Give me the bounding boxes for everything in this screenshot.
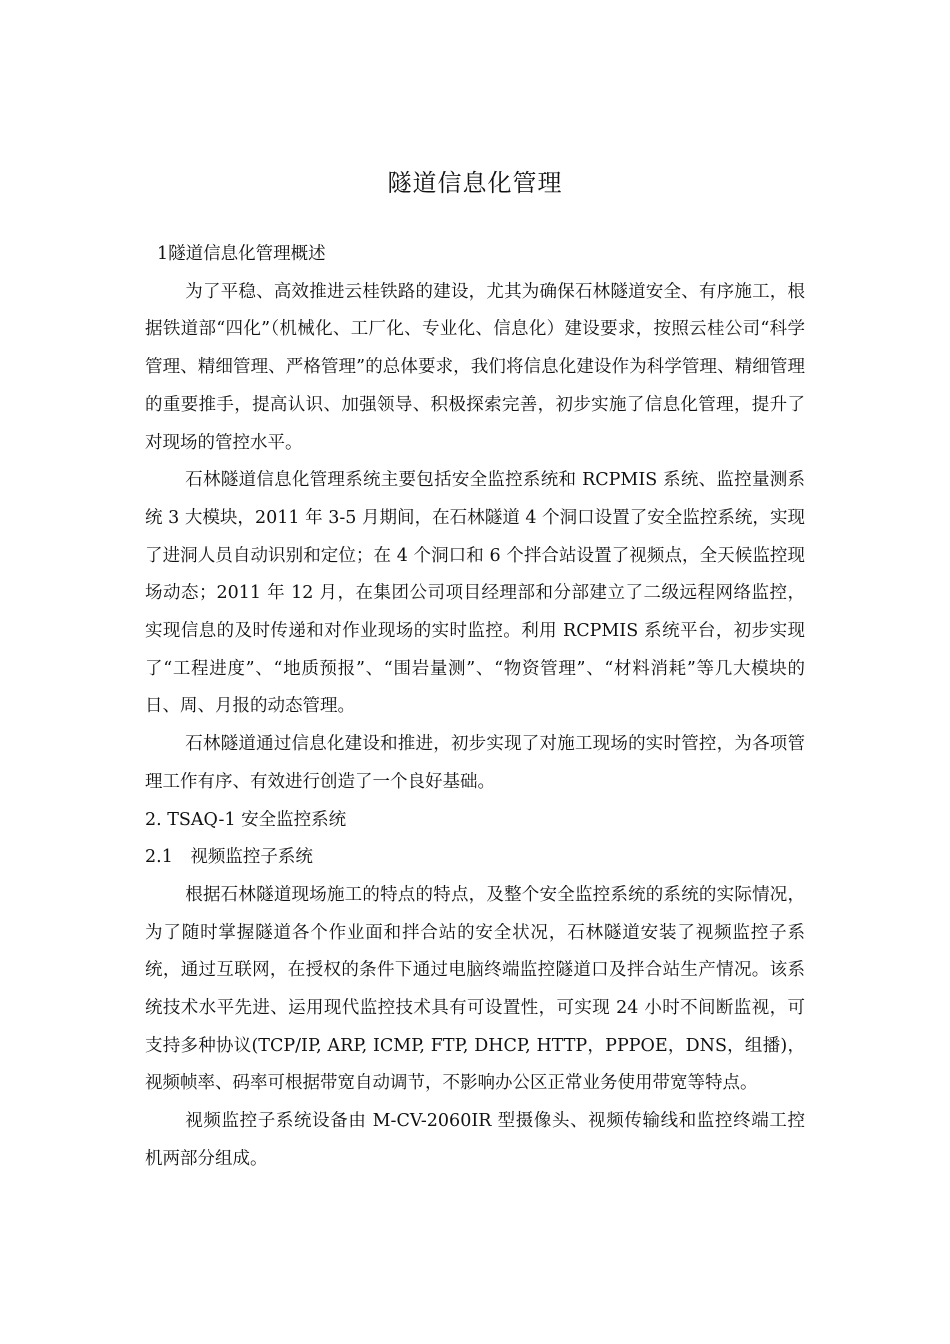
section-2-heading: 2. TSAQ-1 安全监控系统 [145, 809, 347, 830]
paragraph-video-subsystem: 根据石林隧道现场施工的特点的特点，及整个安全监控系统的系统的实际情况，为了随时掌握隧道各个作业面和拌合站的安全状况，石林隧道安装了视频监控子系统，通过互联网，在授权的条件下通过电脑终端监控隧道口及拌合站生产情况。该系统技术水平先进、运用现代监控技术具有可设置性，可实现 24 小时不间断监视，可支持多种协议(TCP/IP, ARP, ICMP, FTP, DHCP, HTTP，PPPOE，DNS，组播)，视频帧率、码率可根据带宽自动调节，不影响办公区正常业务使用带宽等特点。 [145, 884, 805, 1094]
document-body [145, 236, 805, 1179]
paragraph-overview: 为了平稳、高效推进云桂铁路的建设，尤其为确保石林隧道安全、有序施工，根据铁道部“四化”（机械化、工厂化、专业化、信息化）建设要求，按照云桂公司“科学管理、精细管理、严格管理”的总体要求，我们将信息化建设作为科学管理、精细管理的重要推手，提高认识、加强领导、积极探索完善，初步实施了信息化管理，提升了对现场的管控水平。 [145, 281, 805, 453]
paragraph-equipment: 视频监控子系统设备由 M-CV-2060IR 型摄像头、视频传输线和监控终端工控机两部分组成。 [145, 1111, 805, 1169]
paragraph-summary: 石林隧道通过信息化建设和推进，初步实现了对施工现场的实时管控，为各项管理工作有序、有效进行创造了一个良好基础。 [145, 734, 805, 792]
section-1-heading: 1隧道信息化管理概述 [157, 244, 326, 264]
paragraph-system-modules: 石林隧道信息化管理系统主要包括安全监控系统和 RCPMIS 系统、监控量测系统 3 大模块，2011 年 3-5 月期间，在石林隧道 4 个洞口设置了安全监控系统，实现了进洞人员自动识别和定位；在 4 个洞口和 6 个拌合站设置了视频点，全天候监控现场动态；2011 年 12 月，在集团公司项目经理部和分部建立了二级远程网络监控，实现信息的及时传递和对作业现场的实时监控。利用 RCPMIS 系统平台，初步实现了“工程进度”、“地质预报”、“围岩量测”、“物资管理”、“材料消耗”等几大模块的日、周、月报的动态管理。 [145, 470, 805, 717]
document-title: 隧道信息化管理 [387, 169, 563, 197]
section-2-1-heading: 2.1 视频监控子系统 [145, 847, 313, 868]
